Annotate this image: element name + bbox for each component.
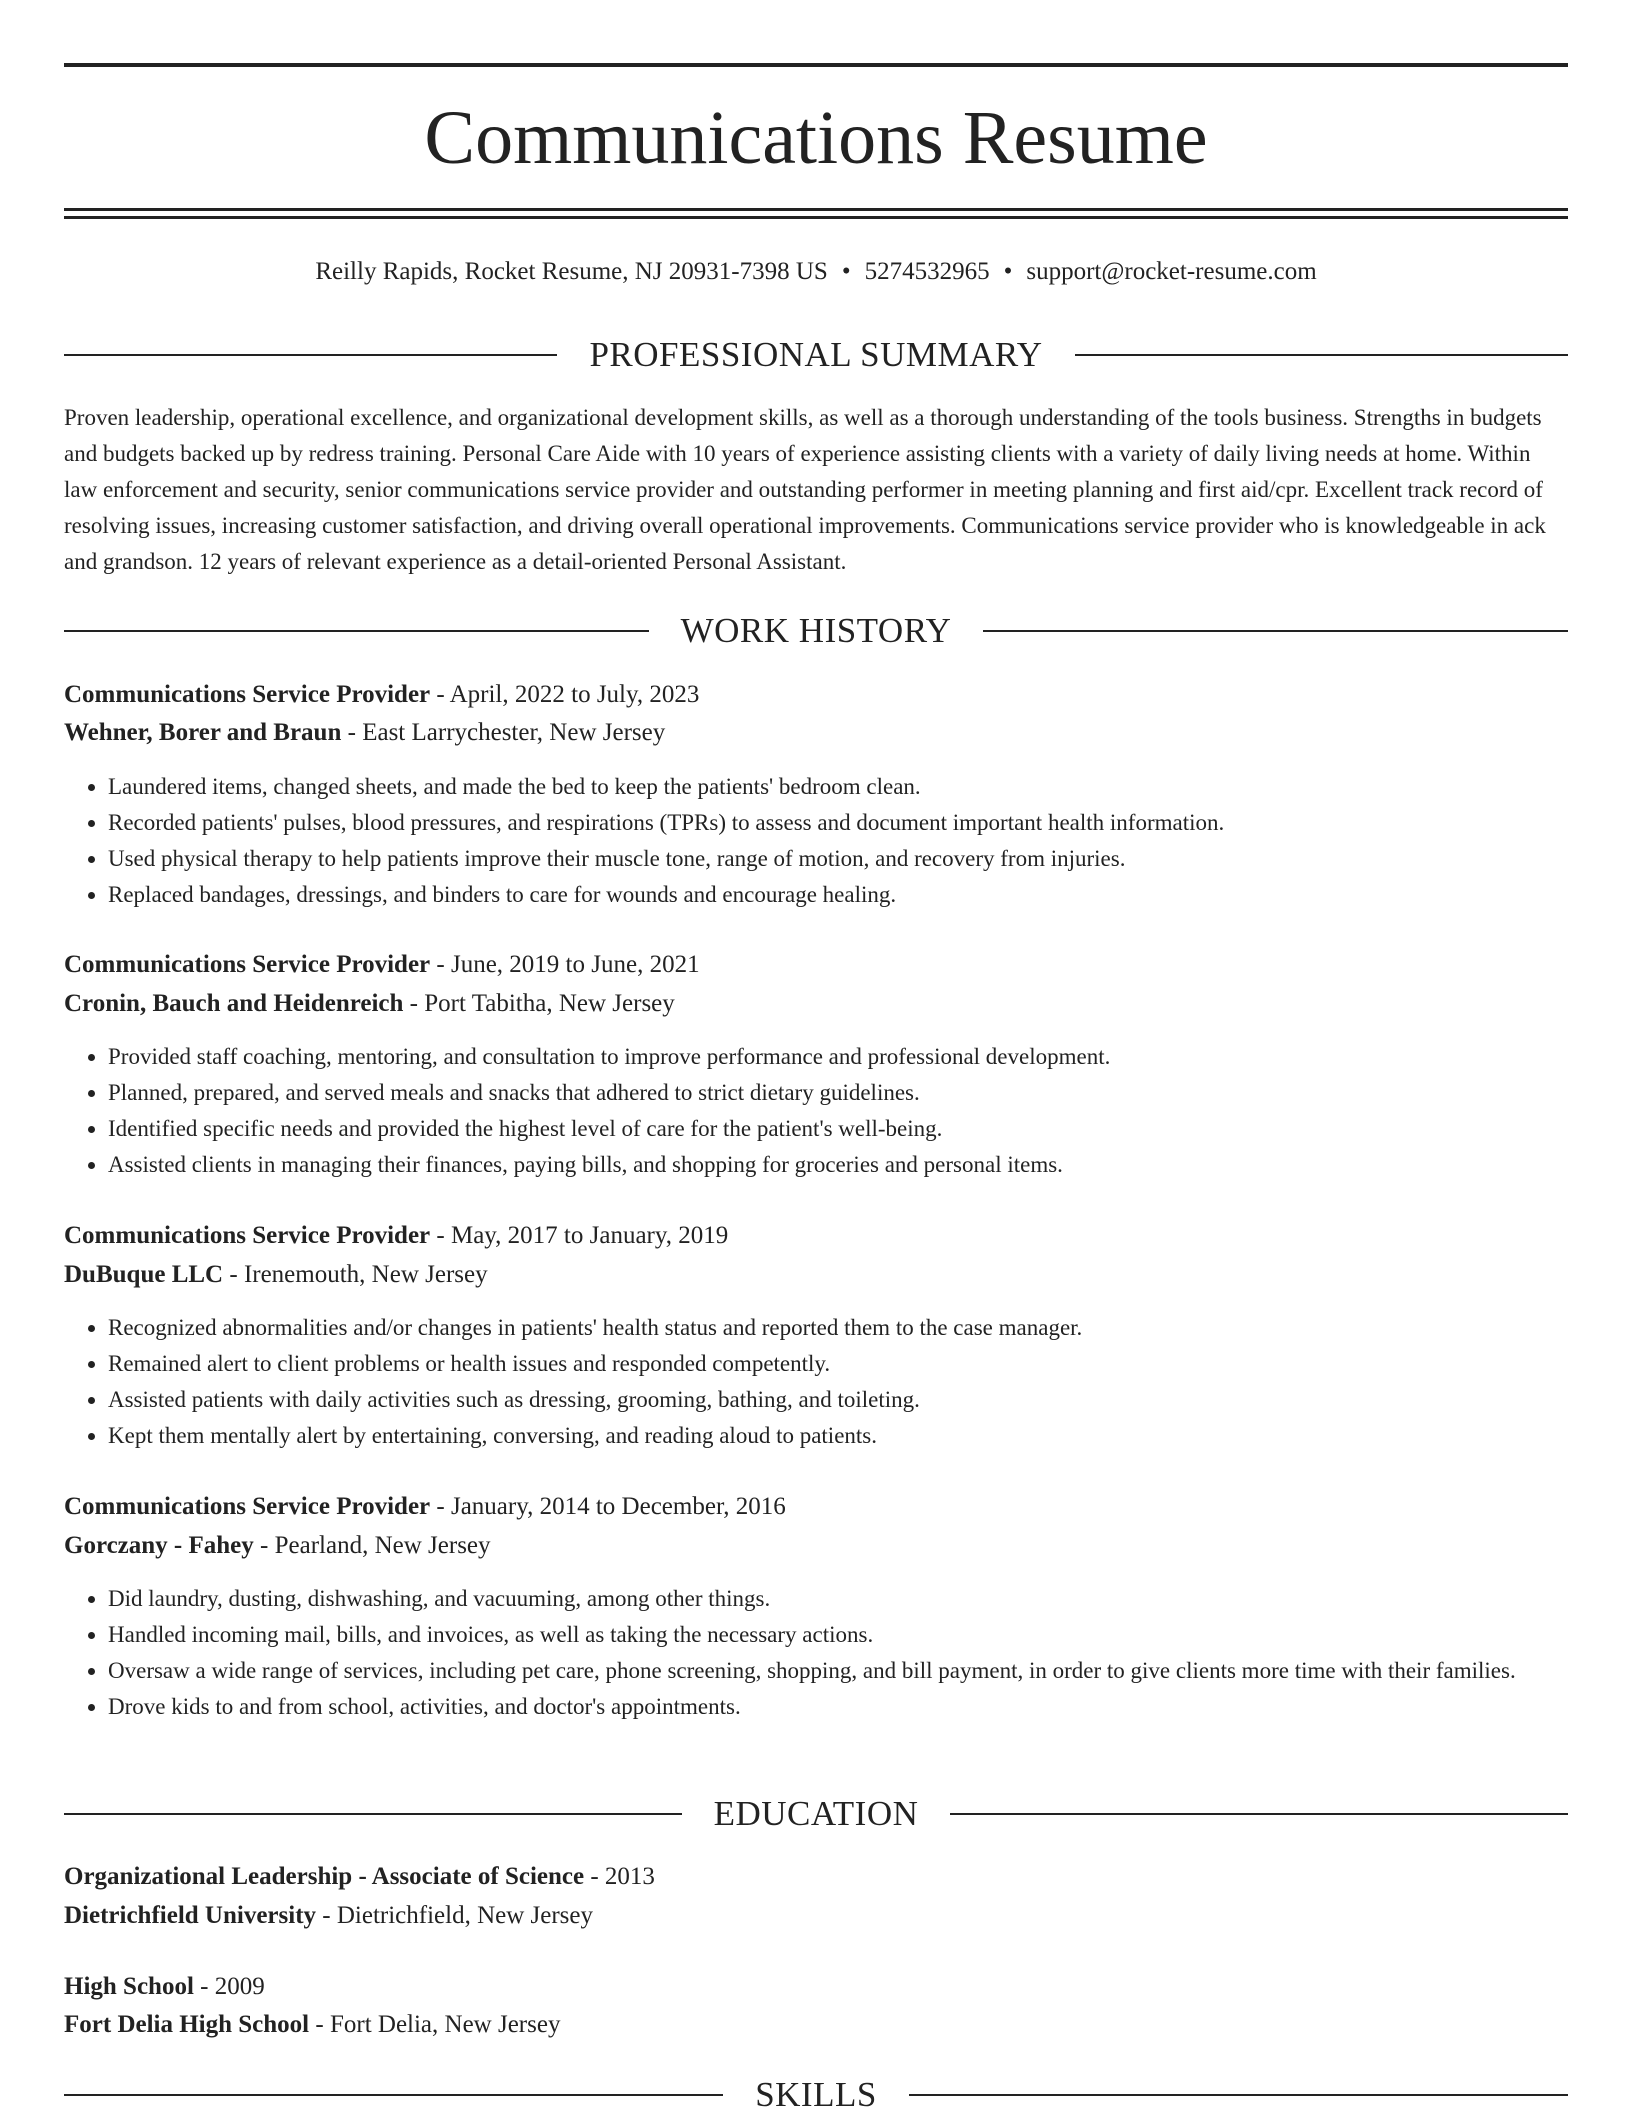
job-title-line: Communications Service Provider - January, 2014 to December, 2016: [64, 1493, 786, 1520]
job-location: Pearland, New Jersey: [274, 1532, 491, 1559]
job-title: Communications Service Provider: [64, 1222, 431, 1249]
heading-rule: [950, 1813, 1568, 1815]
education-school-line: Dietrichfield University - Dietrichfield, New Jersey: [64, 1902, 594, 1929]
contact-email: support@rocket-resume.com: [1026, 258, 1317, 285]
job-company-line: Gorczany - Fahey - Pearland, New Jersey: [64, 1532, 491, 1559]
job-dates: January, 2014 to December, 2016: [450, 1493, 786, 1520]
heading-rule: [64, 354, 557, 356]
education-degree-line: Organizational Leadership - Associate of Science - 2013: [64, 1863, 655, 1890]
job-location: East Larrychester, New Jersey: [362, 719, 666, 746]
job-bullets: [64, 1581, 1568, 1725]
job-company: Cronin, Bauch and Heidenreich: [64, 990, 404, 1017]
contact-separator: •: [1003, 258, 1013, 285]
title-rule-lower: [64, 216, 1568, 219]
job-title: Communications Service Provider: [64, 681, 431, 708]
list-item: • Recognized abnormalities and/or changes in patients' health status and reported them to the case manager.: [108, 1310, 1568, 1346]
contact-separator: •: [841, 258, 851, 285]
job-dates: April, 2022 to July, 2023: [449, 681, 700, 708]
section-heading-work-history: [64, 609, 1568, 653]
job-dates: May, 2017 to January, 2019: [450, 1222, 729, 1249]
section-title: PROFESSIONAL SUMMARY: [589, 335, 1043, 374]
list-item: • Replaced bandages, dressings, and binders to care for wounds and encourage healing.: [108, 877, 1568, 913]
summary-text: Proven leadership, operational excellence, and organizational development skills, as well as a thorough understanding of the tools business. Strengths in budgets and budgets backed up by redress training. Personal Care Aide with 10 years of experience assisting clients with a variety of daily living needs at home. Within law enforcement and security, senior communications service provider and outstanding performer in meeting planning and first aid/cpr. Excellent track record of resolving issues, increasing customer satisfaction, and driving overall operational improvements. Communications service provider who is knowledgeable in ack and grandson. 12 years of relevant experience as a detail-oriented Personal Assistant.: [64, 405, 1546, 574]
section-title: SKILLS: [755, 2075, 877, 2114]
contact-address: Reilly Rapids, Rocket Resume, NJ 20931-7398 US: [315, 258, 828, 285]
contact-phone: 5274532965: [864, 258, 990, 285]
education-degree-line: High School - 2009: [64, 1973, 265, 2000]
contact-line: [64, 254, 1568, 290]
job-location: Irenemouth, New Jersey: [243, 1261, 488, 1288]
job-title: Communications Service Provider: [64, 951, 431, 978]
job-dates: June, 2019 to June, 2021: [450, 951, 700, 978]
heading-rule: [1075, 354, 1568, 356]
education-school-line: Fort Delia High School - Fort Delia, New Jersey: [64, 2011, 561, 2038]
job-title-line: Communications Service Provider - June, 2019 to June, 2021: [64, 951, 700, 978]
education-school: Fort Delia High School: [64, 2011, 310, 2038]
heading-rule: [983, 630, 1568, 632]
job-title-line: Communications Service Provider - May, 2017 to January, 2019: [64, 1222, 729, 1249]
list-item: • Remained alert to client problems or health issues and responded competently.: [108, 1346, 1568, 1382]
job-company: Gorczany - Fahey: [64, 1532, 254, 1559]
education-degree: High School: [64, 1973, 194, 2000]
list-item: • Used physical therapy to help patients improve their muscle tone, range of motion, and recovery from injuries.: [108, 841, 1568, 877]
job-company: Wehner, Borer and Braun: [64, 719, 342, 746]
list-item: • Drove kids to and from school, activities, and doctor's appointments.: [108, 1689, 1568, 1725]
job-company: DuBuque LLC: [64, 1261, 224, 1288]
top-rule: [64, 63, 1568, 67]
list-item: • Laundered items, changed sheets, and made the bed to keep the patients' bedroom clean.: [108, 769, 1568, 805]
education-location: Fort Delia, New Jersey: [329, 2011, 561, 2038]
heading-rule: [909, 2094, 1568, 2096]
education-school: Dietrichfield University: [64, 1902, 317, 1929]
list-item: • Assisted clients in managing their finances, paying bills, and shopping for groceries and personal items.: [108, 1147, 1568, 1183]
heading-rule: [64, 2094, 723, 2096]
title-rule-upper: [64, 208, 1568, 211]
heading-rule: [64, 1813, 682, 1815]
education-year: 2009: [214, 1973, 265, 2000]
list-item: • Planned, prepared, and served meals and snacks that adhered to strict dietary guidelines.: [108, 1075, 1568, 1111]
education-location: Dietrichfield, New Jersey: [336, 1902, 594, 1929]
list-item: • Handled incoming mail, bills, and invoices, as well as taking the necessary actions.: [108, 1617, 1568, 1653]
education-degree: Organizational Leadership - Associate of Science: [64, 1863, 585, 1890]
list-item: • Oversaw a wide range of services, including pet care, phone screening, shopping, and bill payment, in order to give clients more time with their families.: [108, 1653, 1568, 1689]
job-company-line: Wehner, Borer and Braun - East Larrychester, New Jersey: [64, 719, 666, 746]
section-heading-education: [64, 1792, 1568, 1836]
job-company-line: Cronin, Bauch and Heidenreich - Port Tabitha, New Jersey: [64, 990, 675, 1017]
section-heading-summary: [64, 333, 1568, 377]
education-year: 2013: [604, 1863, 655, 1890]
job-company-line: DuBuque LLC - Irenemouth, New Jersey: [64, 1261, 488, 1288]
section-heading-skills: [64, 2073, 1568, 2117]
job-bullets: [64, 1039, 1568, 1183]
job-title: Communications Service Provider: [64, 1493, 431, 1520]
section-title: WORK HISTORY: [680, 611, 952, 650]
list-item: • Did laundry, dusting, dishwashing, and vacuuming, among other things.: [108, 1581, 1568, 1617]
list-item: • Identified specific needs and provided the highest level of care for the patient's well-being.: [108, 1111, 1568, 1147]
job-bullets: [64, 769, 1568, 913]
job-location: Port Tabitha, New Jersey: [424, 990, 675, 1017]
heading-rule: [64, 630, 649, 632]
list-item: • Provided staff coaching, mentoring, and consultation to improve performance and professional development.: [108, 1039, 1568, 1075]
page-title: Communications Resume: [424, 96, 1208, 180]
list-item: • Recorded patients' pulses, blood pressures, and respirations (TPRs) to assess and document important health information.: [108, 805, 1568, 841]
list-item: • Assisted patients with daily activities such as dressing, grooming, bathing, and toileting.: [108, 1382, 1568, 1418]
section-title: EDUCATION: [713, 1794, 919, 1833]
job-bullets: [64, 1310, 1568, 1454]
job-title-line: Communications Service Provider - April, 2022 to July, 2023: [64, 681, 700, 708]
list-item: • Kept them mentally alert by entertaining, conversing, and reading aloud to patients.: [108, 1418, 1568, 1454]
